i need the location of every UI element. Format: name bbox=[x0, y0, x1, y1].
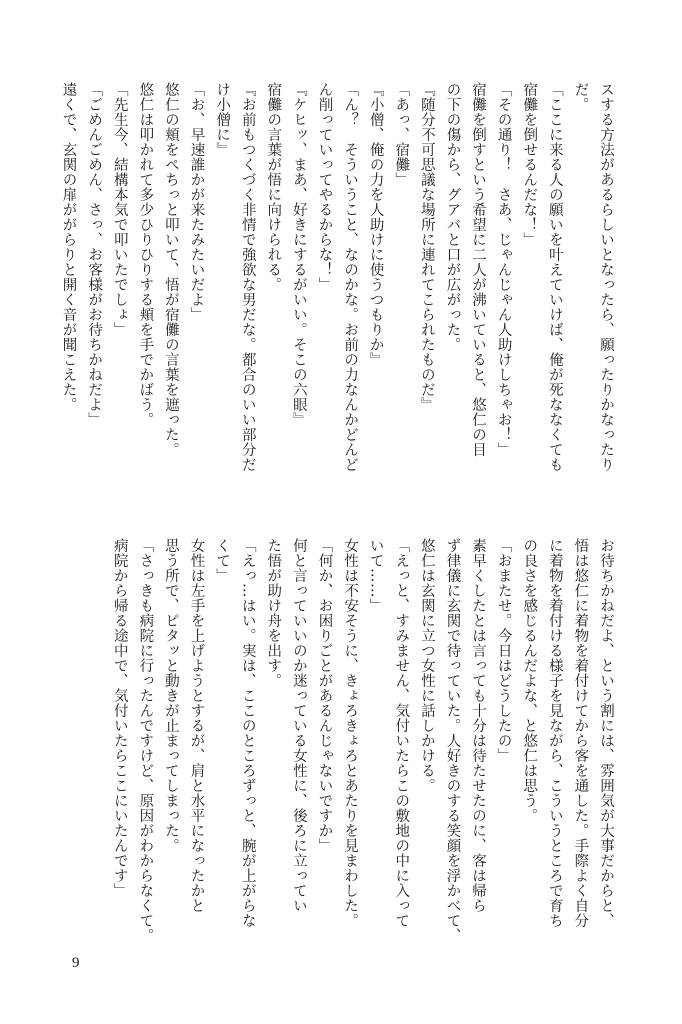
text-line: の下の傷から、グアバと口が広がった。 bbox=[444, 82, 461, 352]
text-line: 何と言っていいのか迷っている女性に、後ろに立ってい bbox=[290, 538, 307, 913]
text-line: 『小僧、俺の力を人助けに使うつもりか』 bbox=[367, 82, 384, 367]
text-line: 「さっきも病院に行ったんですけど、原因がわからなくて。 bbox=[137, 538, 154, 943]
text-line: 「えっ…はい。実は、ここのところずっと、腕が上がらな bbox=[239, 538, 256, 928]
upper-text-column bbox=[58, 82, 618, 500]
text-line: くて」 bbox=[214, 538, 231, 583]
text-line: 女性は不安そうに、きょろきょろとあたりを見まわした。 bbox=[342, 538, 359, 928]
text-line: 「その通り！ さあ、じゃんじゃん人助けしちゃお！」 bbox=[495, 82, 512, 457]
text-line: お待ちかねだよ、という割には、雰囲気が大事だからと、 bbox=[598, 538, 614, 928]
text-line: 宿儺の言葉が悟に向けられる。 bbox=[265, 82, 282, 292]
page-number: 9 bbox=[72, 955, 80, 971]
text-line: 病院から帰る途中で、気付いたらここにいたんです」 bbox=[111, 538, 128, 898]
text-line: 思う所で、ピタッと動きが止まってしまった。 bbox=[162, 538, 179, 853]
text-line: け小僧に』 bbox=[214, 82, 231, 157]
text-line: 「ごめんごめん、さっ、お客様がお待ちかねだよ」 bbox=[86, 82, 103, 427]
text-line: 「先生今、結構本気で叩いたでしょ」 bbox=[111, 82, 128, 337]
text-line: 『随分不可思議な場所に連れてこられたものだ』 bbox=[418, 82, 435, 412]
text-line: 女性は左手を上げようとするが、肩と水平になったかと bbox=[188, 538, 205, 913]
text-line: 悠仁は叩かれて多少ひりひりする頬を手でかばう。 bbox=[137, 82, 154, 427]
text-line: だ。 bbox=[572, 82, 589, 112]
text-line: 『お前もつくづく非情で強欲な男だな。都合のいい部分だ bbox=[239, 82, 256, 472]
text-line: た悟が助け舟を出す。 bbox=[265, 538, 282, 688]
text-line: に着物を着付ける様子を見ながら、こういうところで育ち bbox=[546, 538, 563, 928]
text-line: 「ん？ そういうこと、なのかな。お前の力なんかどんど bbox=[342, 82, 359, 472]
text-line: 悟は悠仁に着物を着付けてから客を通した。手際よく自分 bbox=[572, 538, 589, 928]
text-line: 遠くで、玄関の扉ががらりと開く音が聞こえた。 bbox=[60, 82, 77, 412]
text-line: 「えっと、すみません、気付いたらこの敷地の中に入って bbox=[393, 538, 410, 928]
text-line: 悠仁の頬をぺちっと叩いて、悟が宿儺の言葉を遮った。 bbox=[162, 82, 179, 457]
text-line: 「何か、お困りごとがあるんじゃないですか」 bbox=[316, 538, 333, 853]
text-line: スする方法があるらしいとなったら、願ったりかなったり bbox=[598, 82, 614, 472]
text-line: 悠仁は玄関に立つ女性に話しかける。 bbox=[418, 538, 435, 793]
text-line: の良さを感じるんだよな、と悠仁は思う。 bbox=[521, 538, 538, 823]
text-line: 「ここに来る人の願いを叶えていけば、俺が死ななくても bbox=[546, 82, 563, 472]
text-line: 宿儺を倒すという希望に二人が沸いていると、悠仁の目 bbox=[470, 82, 487, 457]
text-line: いて……」 bbox=[367, 538, 384, 613]
text-line: 「お、早速誰かが来たみたいだよ」 bbox=[188, 82, 205, 322]
text-line: ず律儀に玄関で待っていた。人好きのする笑顔を浮かべて、 bbox=[444, 538, 461, 943]
text-line: ん削っていってやるからな！」 bbox=[316, 82, 333, 292]
text-line: 「おまたせ。今日はどうしたの」 bbox=[495, 538, 512, 763]
text-line: 『ケヒッ、まあ、好きにするがいい。そこの六眼』 bbox=[290, 82, 307, 427]
text-line: 素早くしたとは言っても十分は待たせたのに、客は帰ら bbox=[470, 538, 487, 913]
text-line: 「あっ、宿儺」 bbox=[393, 82, 410, 187]
lower-text-column bbox=[58, 538, 618, 963]
text-line: 宿儺を倒せるんだな！」 bbox=[521, 82, 538, 247]
